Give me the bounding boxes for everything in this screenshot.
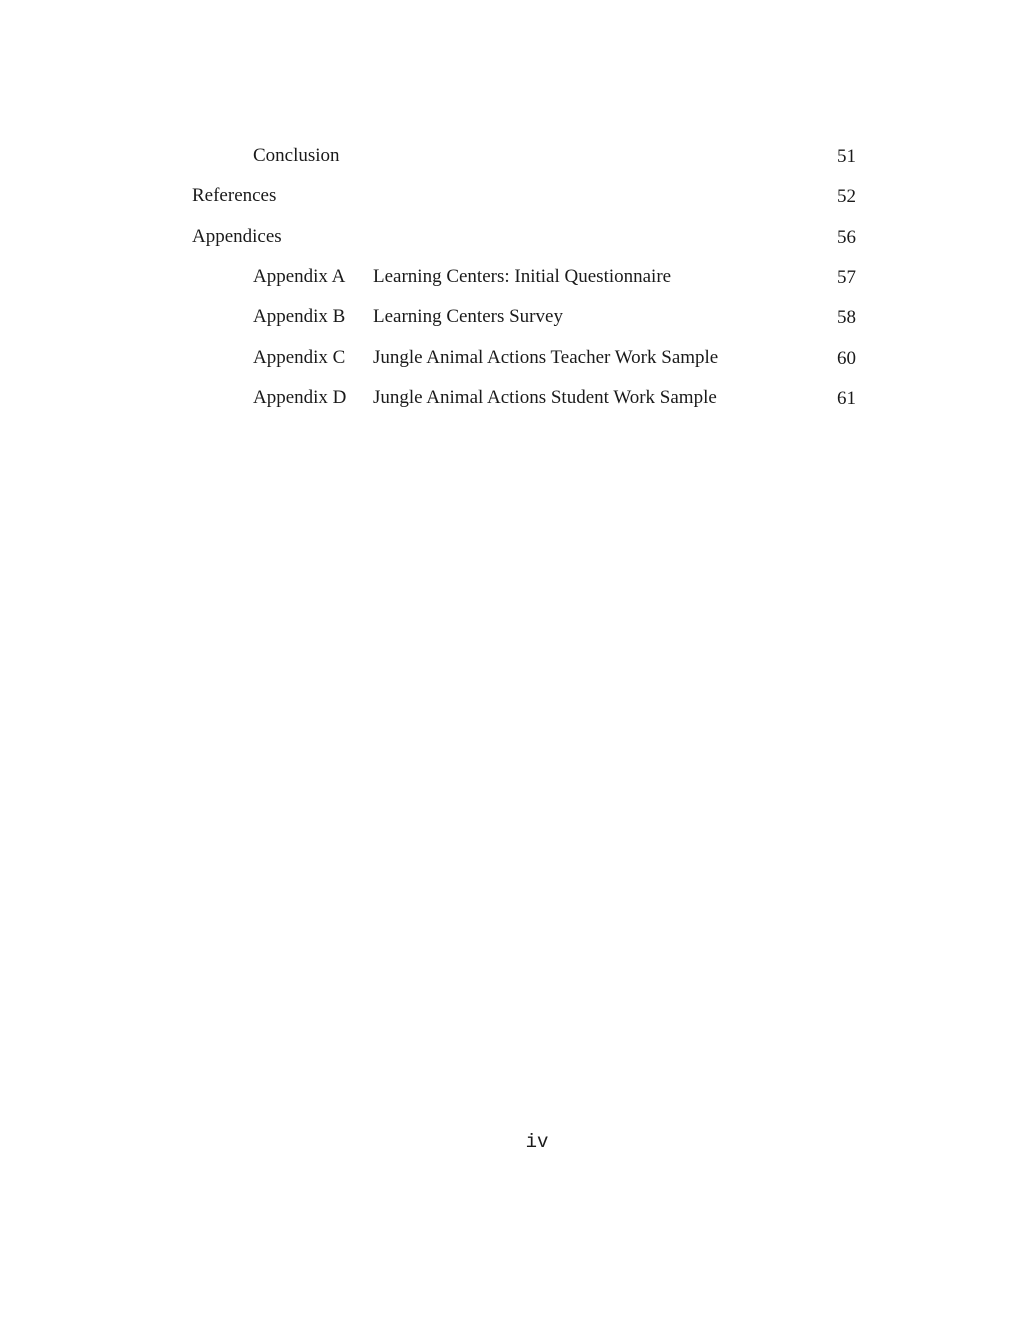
toc-appendix-label: Appendix D — [253, 387, 347, 408]
toc-appendix-label: Appendix C — [253, 347, 346, 368]
toc-appendix-page: 57 — [837, 267, 856, 288]
toc-entry-references: References — [192, 185, 277, 206]
toc-appendix-title: Learning Centers Survey — [373, 306, 563, 327]
toc-appendix-page: 60 — [837, 348, 856, 369]
toc-page-conclusion: 51 — [837, 146, 856, 167]
toc-page-references: 52 — [837, 186, 856, 207]
toc-appendix-label: Appendix B — [253, 306, 346, 327]
toc-page-appendices: 56 — [837, 227, 856, 248]
page-number-footer: iv — [525, 1131, 549, 1153]
toc-appendix-page: 58 — [837, 307, 856, 328]
toc-entry-appendices: Appendices — [192, 226, 282, 247]
toc-appendix-title: Jungle Animal Actions Teacher Work Sample — [373, 347, 719, 368]
toc-appendix-title: Jungle Animal Actions Student Work Sample — [373, 387, 717, 408]
toc-appendix-page: 61 — [837, 388, 856, 409]
toc-appendix-label: Appendix A — [253, 266, 346, 287]
toc-appendix-title: Learning Centers: Initial Questionnaire — [373, 266, 672, 287]
toc-entry-conclusion: Conclusion — [253, 145, 340, 166]
